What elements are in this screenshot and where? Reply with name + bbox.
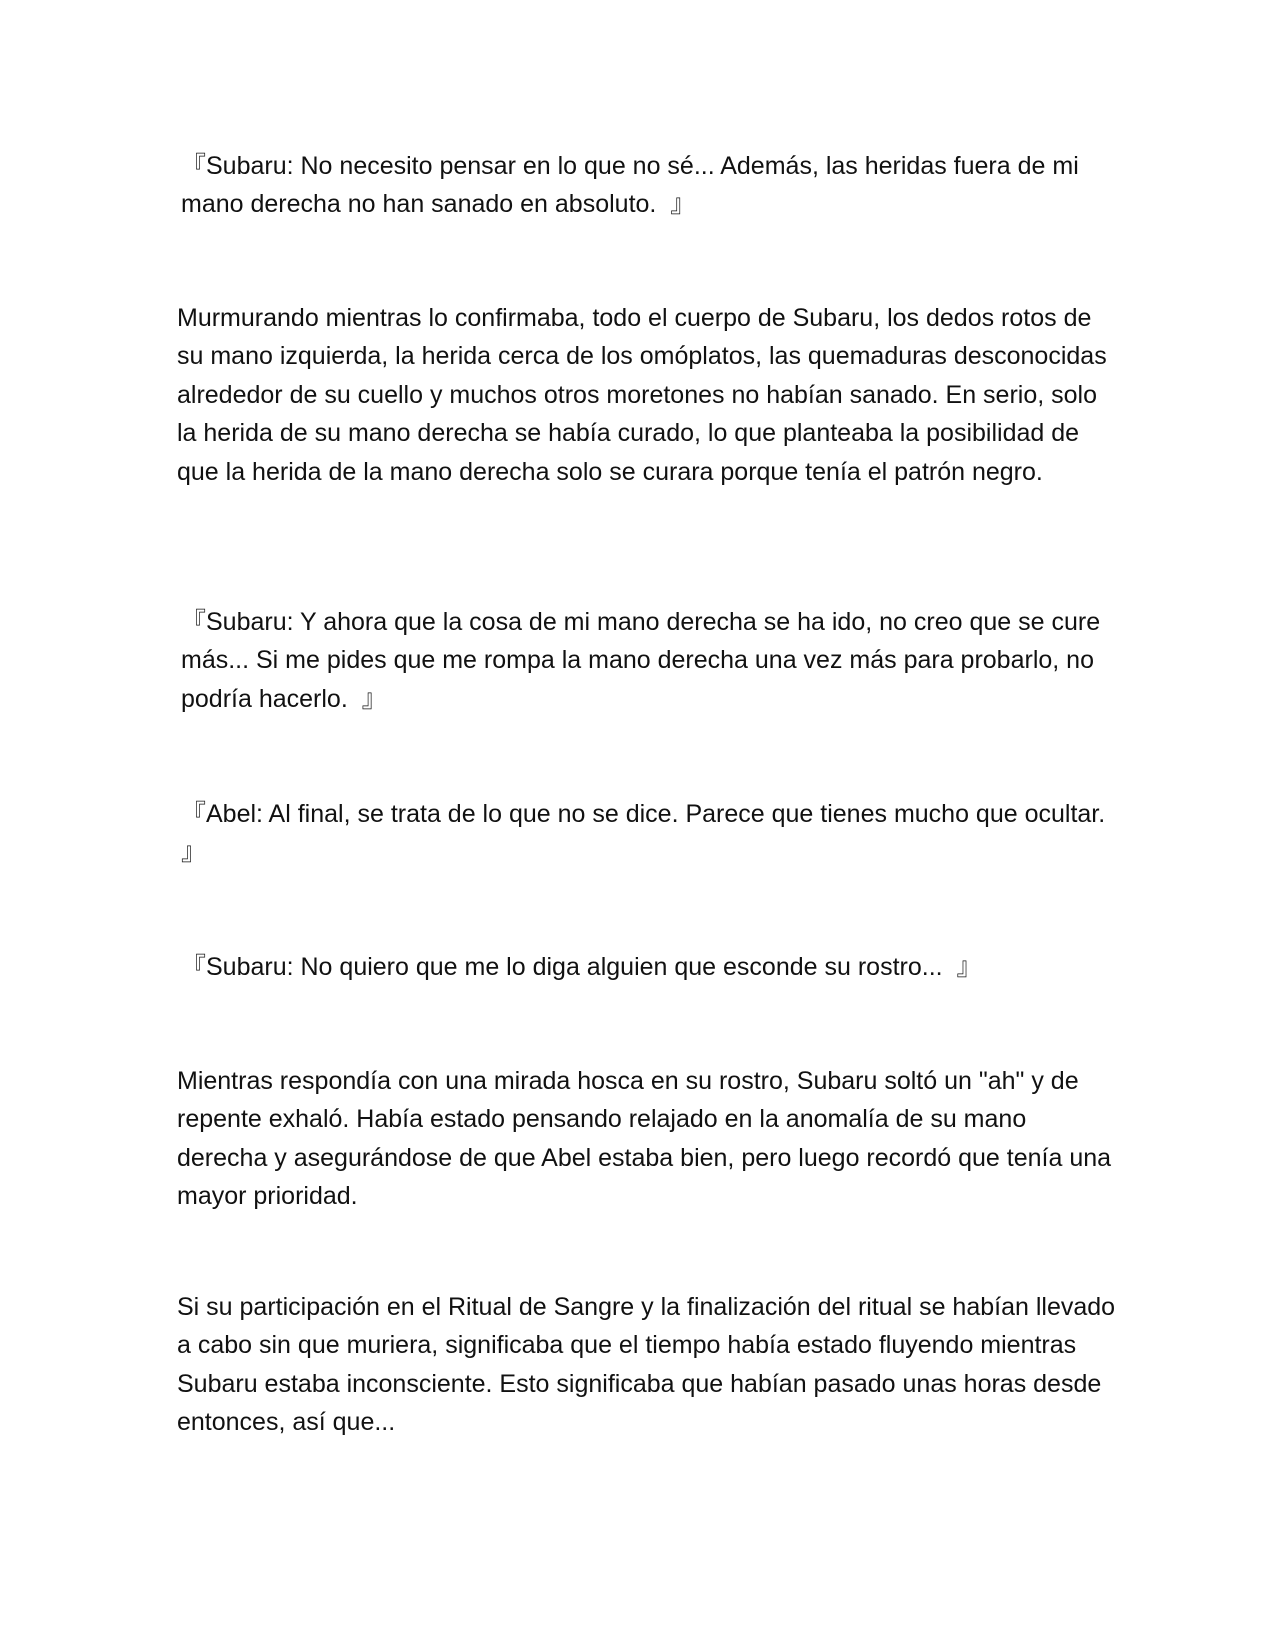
narration-paragraph-2: Mientras respondía con una mirada hosca en su rostro, Subaru soltó un "ah" y de repente exhaló. Había estado pensando relajado en la anomalía de su mano derecha y asegurándose de que Abel estaba bien, pero luego recordó que tenía una mayor prioridad. xyxy=(177,1067,1118,1211)
dialogue-subaru-1: 『Subaru: No necesito pensar en lo que no sé... Además, las heridas fuera de mi mano derecha no han sanado en absoluto. 』 xyxy=(181,152,1086,219)
narration-paragraph-3: Si su participación en el Ritual de Sangre y la finalización del ritual se habían llevado a cabo sin que muriera, significaba que el tiempo había estado fluyendo mientras Subaru estaba inconsciente. Esto significaba que habían pasado unas horas desde entonces, así que... xyxy=(177,1293,1123,1437)
dialogue-subaru-2: 『Subaru: Y ahora que la cosa de mi mano derecha se ha ido, no creo que se cure más... Si me pides que me rompa la mano derecha una vez más para probarlo, no podría hacerlo. 』 xyxy=(181,608,1108,713)
dialogue-subaru-3: 『Subaru: No quiero que me lo diga alguien que esconde su rostro... 』 xyxy=(181,953,982,981)
dialogue-abel-1: 『Abel: Al final, se trata de lo que no se dice. Parece que tienes mucho que ocultar. 』 xyxy=(181,800,1120,867)
narration-paragraph-1: Murmurando mientras lo confirmaba, todo el cuerpo de Subaru, los dedos rotos de su mano izquierda, la herida cerca de los omóplatos, las quemaduras desconocidas alrededor de su cuello y muchos otros moretones no habían sanado. En serio, solo la herida de su mano derecha se había curado, lo que planteaba la posibilidad de que la herida de la mano derecha solo se curara porque tenía el patrón negro. xyxy=(177,304,1114,486)
